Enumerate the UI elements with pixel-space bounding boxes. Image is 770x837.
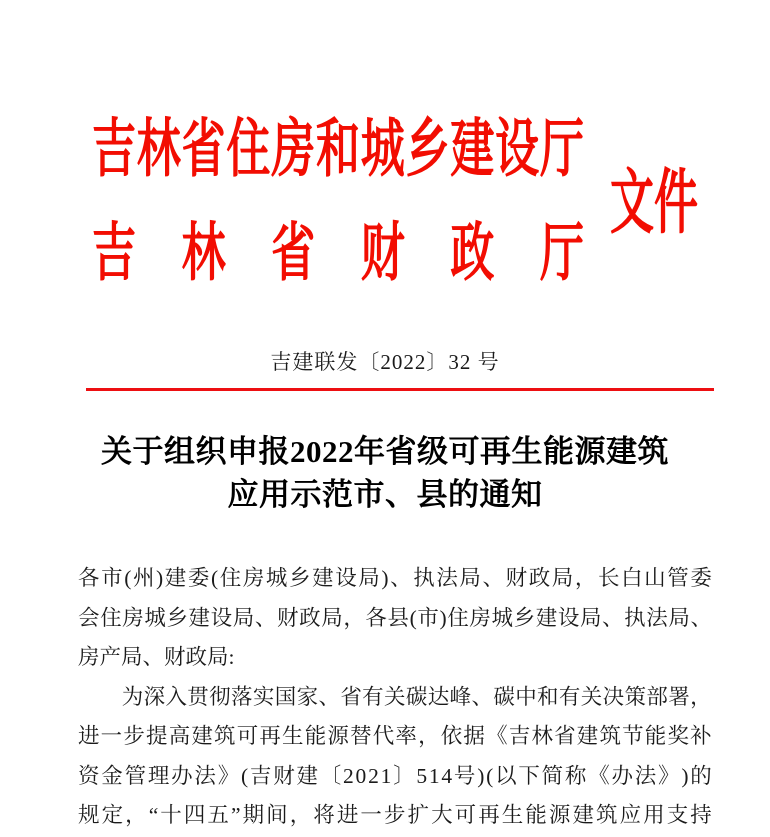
body-line-paragraph-1: 为 深 入 贯 彻 落 实 国 家 、 省 有 关 碳 达 峰 、 碳 中 和 有 关 决 策 部 署 ， [121,684,712,709]
letterhead-agency-line1: 吉 林 省 住 房 和 城 乡 建 设 厅 [92,113,584,185]
red-divider-line [86,388,714,391]
title-line-1: 关于组织申报2022年省级可再生能源建筑 [101,434,669,469]
body-line-paragraph-3: 资 金 管 理 办 法 》 ( 吉 财 建 〔 2 0 2 1 〕 5 1 4 号 ) ( 以 下 简 称 《 办 法 》 ) 的 [78,763,712,788]
document-title [0,430,770,516]
body-line-paragraph-2: 进 一 步 提 高 建 筑 可 再 生 能 源 替 代 率 ， 依 据 《 吉 林 省 建 筑 节 能 奖 补 [78,724,712,748]
letterhead-agency-line2: 吉 林 省 财 政 厅 [92,217,584,289]
document-body [78,559,712,836]
reference-number: 吉建联发〔2022〕32 号 [270,350,500,374]
body-line-recipients-1: 各 市 ( 州 ) 建 委 ( 住 房 城 乡 建 设 局 ) 、 执 法 局 、 财 政 局 ， 长 白 山 管 委 [78,566,712,590]
body-line-paragraph-4: 规 定 ， “ 十 四 五 ” 期 间 ， 将 进 一 步 扩 大 可 再 生 能 源 建 筑 应 用 支 持 [78,803,712,827]
body-line-recipients-2: 会 住 房 城 乡 建 设 局 、 财 政 局 ， 各 县 ( 市 ) 住 房 城 乡 建 设 局 、 执 法 局 、 [78,605,712,630]
letterhead-document-label: 文件 [610,164,698,243]
body-line-recipients-3: 房产局、财政局: [78,645,235,669]
title-line-2: 应用示范市、县的通知 [227,477,543,512]
